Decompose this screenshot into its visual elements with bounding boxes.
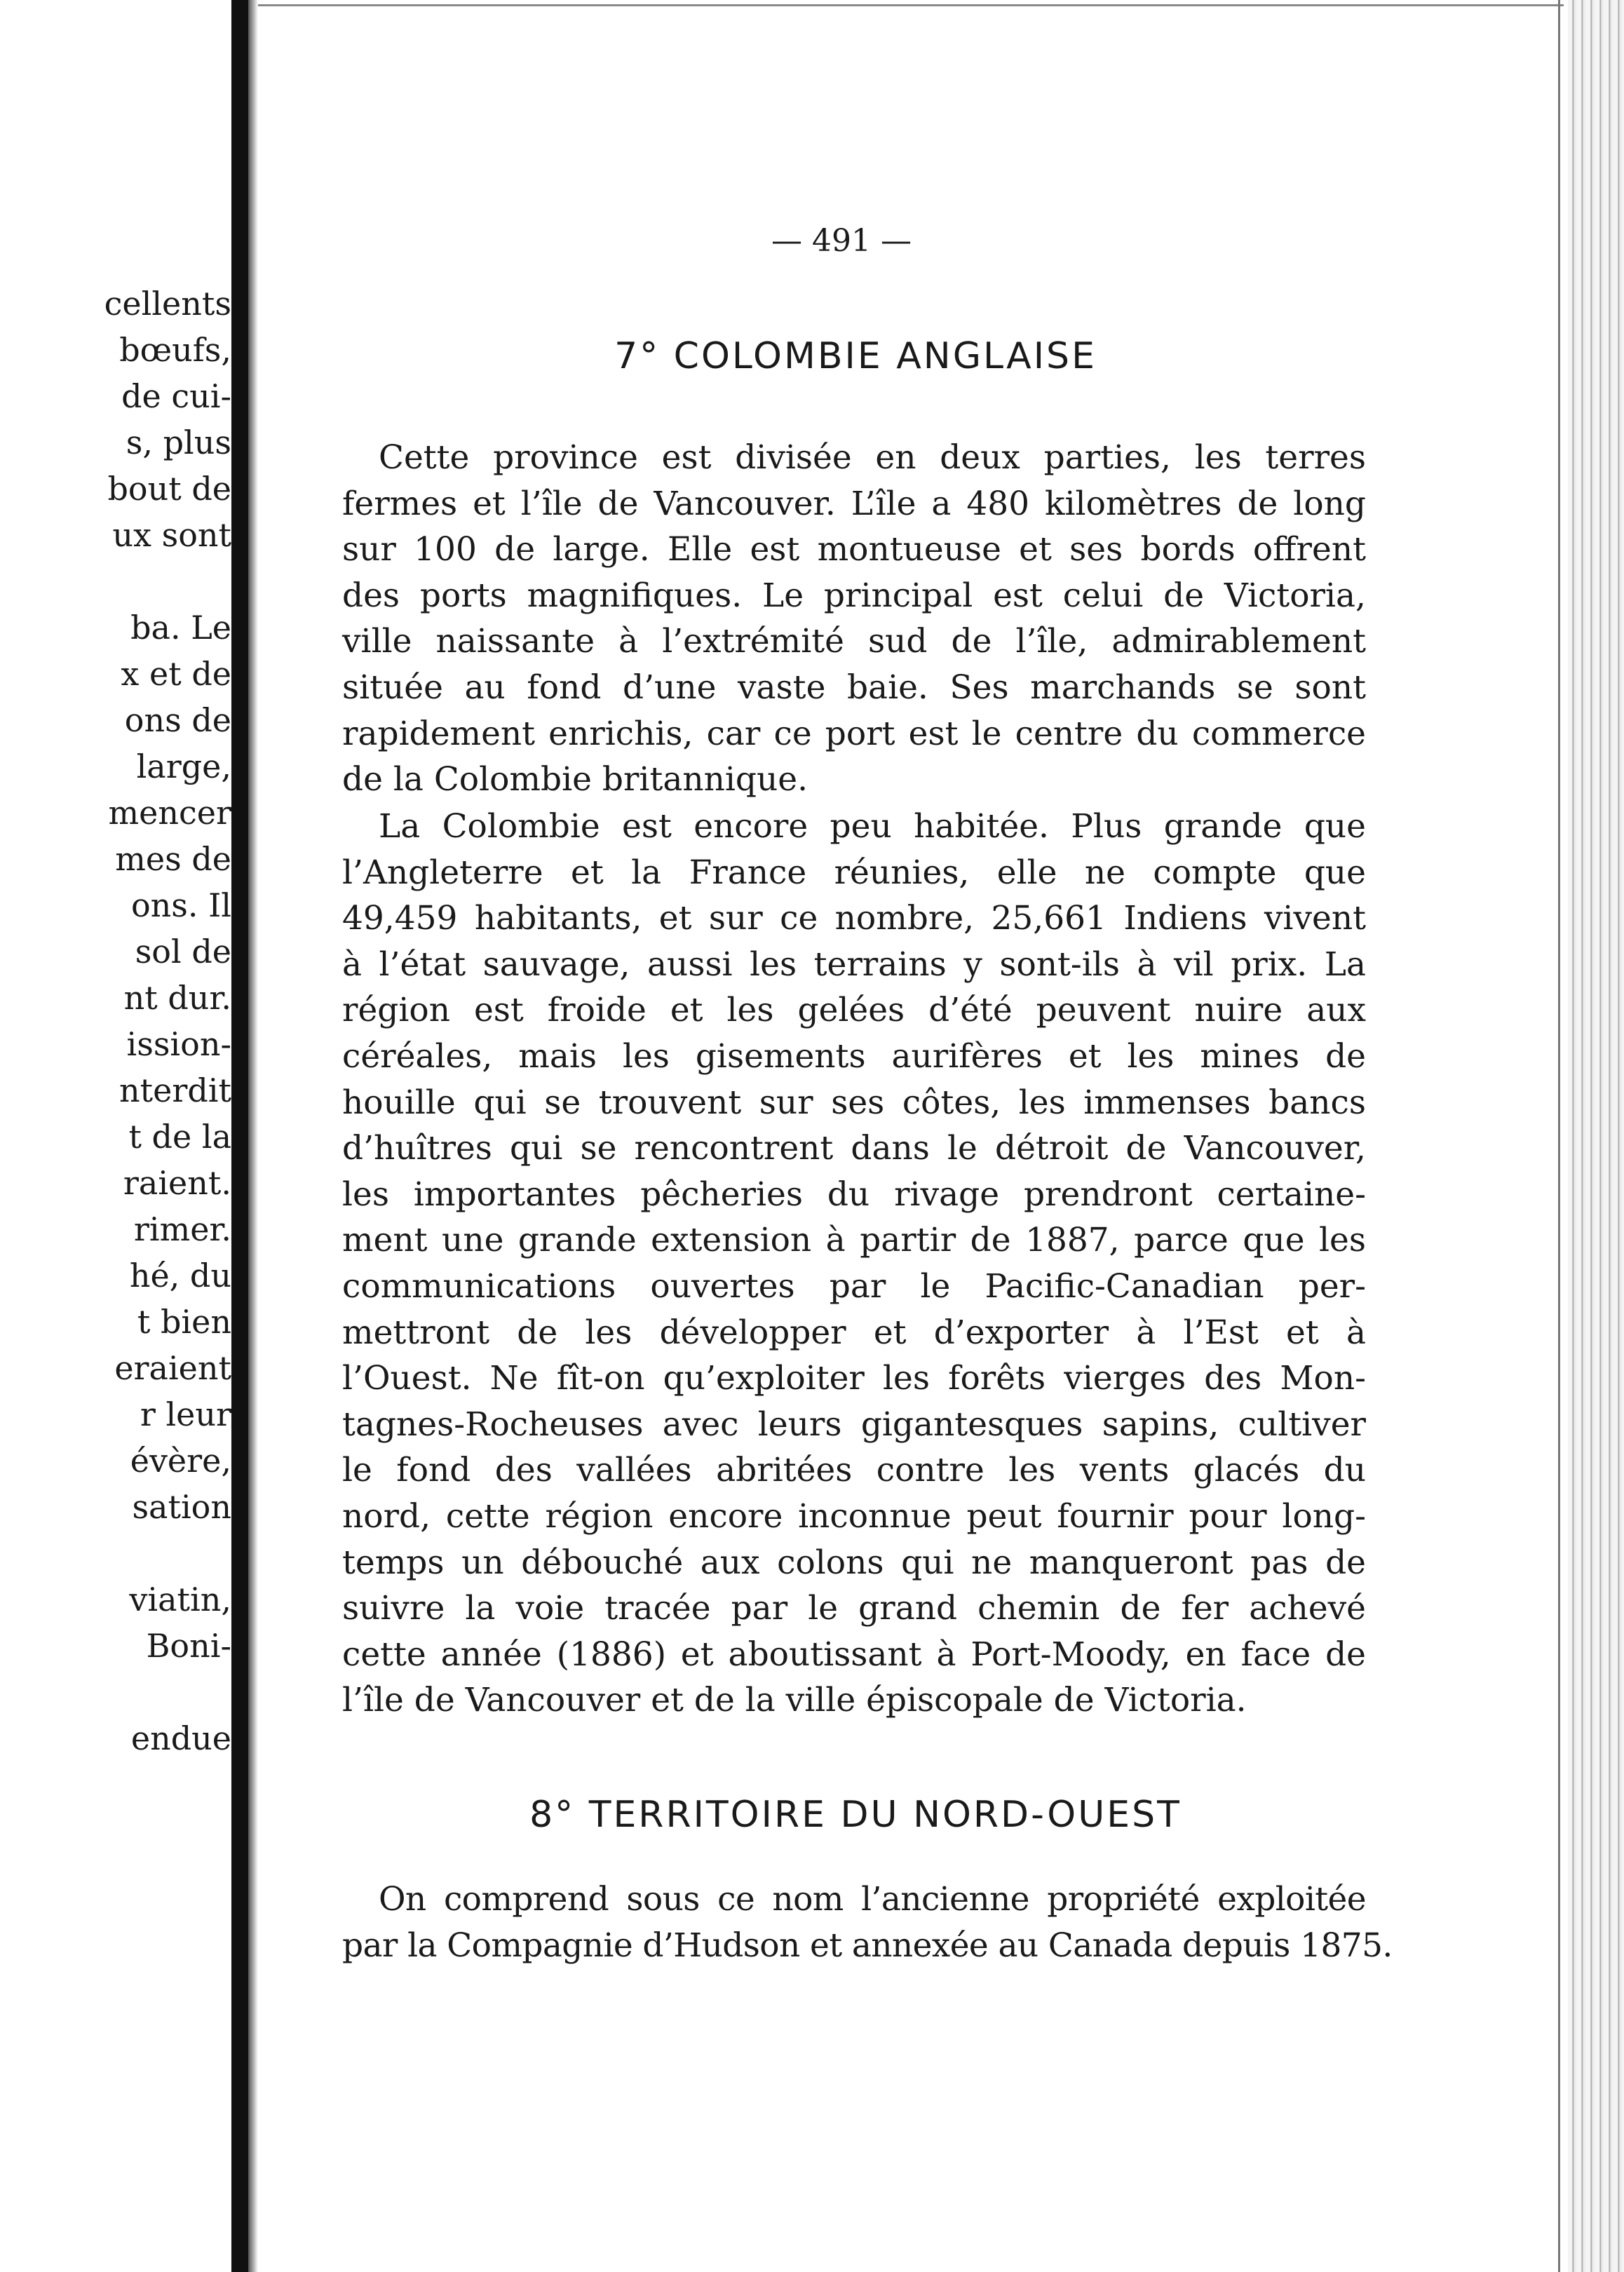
text-line: l’Ouest. Ne fît-on qu’exploiter les forêts vierges des Mon- (342, 1359, 1366, 1398)
text-line: La Colombie est encore peu habitée. Plus grande que (379, 807, 1366, 846)
text-line: mettront de les développer et d’exporter à l’Est et à (342, 1313, 1366, 1352)
text-line: suivre la voie tracée par le grand chemin de fer achevé (342, 1589, 1366, 1628)
left-page-line-fragment: mencer (108, 794, 231, 832)
left-page-line-fragment: s, plus (126, 424, 231, 461)
text-line: de la Colombie britannique. (342, 760, 808, 799)
left-page-line-fragment: x et de (121, 655, 231, 693)
text-line: temps un débouché aux colons qui ne manqueront pas de (342, 1543, 1366, 1582)
text-line: les importantes pêcheries du rivage prendront certaine- (342, 1175, 1366, 1214)
text-line: communications ouvertes par le Pacific-Canadian per- (342, 1266, 1366, 1306)
left-page-line-fragment: r leur (140, 1395, 231, 1433)
left-page-line-fragment: évère, (130, 1442, 231, 1480)
left-page-line-fragment: bout de (107, 470, 231, 508)
left-page-line-fragment: viatin, (129, 1581, 231, 1618)
left-page-line-fragment: ons de (124, 701, 231, 739)
left-page-line-fragment: nterdit (119, 1071, 231, 1109)
paragraph-colombie-population (342, 804, 1366, 1724)
text-line: par la Compagnie d’Hudson et annexée au Canada depuis 1875. (342, 1926, 1393, 1965)
left-page-line-fragment: hé, du (129, 1257, 231, 1294)
text-line: céréales, mais les gisements aurifères et les mines de (342, 1036, 1366, 1076)
text-line: des ports magnifiques. Le principal est celui de Victoria, (342, 576, 1366, 615)
text-line: région est froide et les gelées d’été peuvent nuire aux (342, 991, 1366, 1030)
left-page-line-fragment: sol de (135, 933, 231, 971)
page-edge-line (1558, 0, 1560, 2272)
text-line: Cette province est divisée en deux parties, les terres (379, 438, 1366, 477)
left-page-line-fragment: endue (130, 1719, 231, 1757)
page-top-edge (252, 4, 1564, 6)
section-heading-territoire-nord-ouest: 8° TERRITOIRE DU NORD-OUEST (529, 1794, 1182, 1836)
text-line: ville naissante à l’extrémité sud de l’île, admirablement (342, 622, 1366, 661)
text-line: l’île de Vancouver et de la ville épiscopale de Victoria. (342, 1681, 1247, 1720)
text-line: à l’état sauvage, aussi les terrains y sont-ils à vil prix. La (342, 945, 1366, 984)
text-line: sur 100 de large. Elle est montueuse et ses bords offrent (342, 530, 1366, 569)
left-page-line-fragment: t bien (137, 1303, 231, 1341)
text-line: 49,459 habitants, et sur ce nombre, 25,661 Indiens vivent (342, 899, 1366, 938)
left-page-line-fragment: large, (136, 748, 231, 785)
left-page-line-fragment: nt dur. (123, 979, 231, 1017)
text-line: fermes et l’île de Vancouver. L’île a 480 kilomètres de long (342, 484, 1366, 523)
left-page-line-fragment: rimer. (133, 1210, 231, 1248)
text-line: On comprend sous ce nom l’ancienne propriété exploitée (379, 1880, 1366, 1919)
book-gutter (231, 0, 248, 2272)
left-page-line-fragment: de cui- (121, 377, 231, 415)
section-heading-colombie-anglaise: 7° COLOMBIE ANGLAISE (614, 335, 1097, 377)
text-line: houille qui se trouvent sur ses côtes, les immenses bancs (342, 1083, 1366, 1122)
left-page-line-fragment: bœufs, (119, 331, 231, 369)
left-page-line-fragment: sation (132, 1488, 231, 1526)
left-page-line-fragment: mes de (115, 840, 231, 878)
page-stack-edge (1568, 0, 1624, 2272)
paragraph-colombie-intro (342, 435, 1366, 803)
text-line: nord, cette région encore inconnue peut fournir pour long- (342, 1496, 1366, 1536)
left-page-line-fragment: Boni- (146, 1627, 231, 1665)
text-line: tagnes-Rocheuses avec leurs gigantesques sapins, cultiver (342, 1405, 1366, 1444)
gutter-shadow (248, 0, 258, 2272)
page-number: — 491 — (771, 223, 912, 259)
text-line: d’huîtres qui se rencontrent dans le détroit de Vancouver, (342, 1129, 1366, 1168)
left-page-line-fragment: eraient (114, 1349, 231, 1387)
text-line: l’Angleterre et la France réunies, elle ne compte que (342, 853, 1366, 892)
left-page-line-fragment: ons. Il (130, 886, 231, 924)
text-line: rapidement enrichis, car ce port est le centre du commerce (342, 714, 1366, 753)
text-line: ment une grande extension à partir de 1887, parce que les (342, 1221, 1366, 1260)
text-line: le fond des vallées abritées contre les vents glacés du (342, 1451, 1366, 1490)
text-line: cette année (1886) et aboutissant à Port-Moody, en face de (342, 1635, 1366, 1674)
left-page-fragment (0, 280, 231, 1823)
left-page-line-fragment: ba. Le (130, 609, 231, 647)
left-page-line-fragment: cellents (104, 285, 231, 323)
paragraph-territoire-intro (342, 1877, 1393, 1968)
text-line: située au fond d’une vaste baie. Ses marchands se sont (342, 668, 1366, 707)
left-page-line-fragment: t de la (128, 1118, 231, 1156)
left-page-line-fragment: ission- (126, 1025, 231, 1063)
left-page-line-fragment: raient. (123, 1164, 231, 1202)
left-page-line-fragment: ux sont (112, 516, 231, 554)
